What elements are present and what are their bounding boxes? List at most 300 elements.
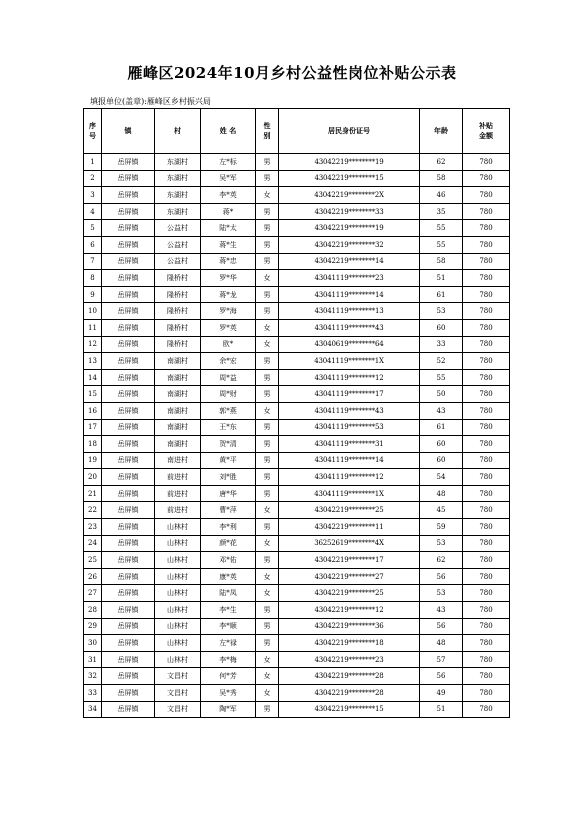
cell-id-number: 43042219********11 <box>279 519 420 536</box>
cell-no: 27 <box>84 585 102 602</box>
table-row <box>84 685 510 702</box>
cell-amount: 780 <box>463 452 510 469</box>
cell-town: 岳屏镇 <box>102 502 155 519</box>
cell-town: 岳屏镇 <box>102 469 155 486</box>
cell-name: 左*标 <box>201 154 256 171</box>
cell-age: 60 <box>420 436 463 453</box>
cell-no: 15 <box>84 386 102 403</box>
cell-name: 周*益 <box>201 369 256 386</box>
cell-age: 55 <box>420 220 463 237</box>
cell-age: 43 <box>420 402 463 419</box>
cell-age: 59 <box>420 519 463 536</box>
cell-sex: 男 <box>256 220 279 237</box>
table-row <box>84 419 510 436</box>
cell-amount: 780 <box>463 253 510 270</box>
table-row <box>84 253 510 270</box>
cell-no: 23 <box>84 519 102 536</box>
cell-village: 山林村 <box>155 568 201 585</box>
cell-age: 56 <box>420 568 463 585</box>
table-row <box>84 270 510 287</box>
cell-age: 53 <box>420 585 463 602</box>
cell-age: 58 <box>420 170 463 187</box>
cell-name: 王*东 <box>201 419 256 436</box>
cell-town: 岳屏镇 <box>102 303 155 320</box>
cell-town: 岳屏镇 <box>102 568 155 585</box>
cell-id-number: 43041119********17 <box>279 386 420 403</box>
cell-sex: 男 <box>256 303 279 320</box>
cell-village: 前进村 <box>155 485 201 502</box>
cell-id-number: 43042219********36 <box>279 618 420 635</box>
reporting-unit: 填报单位(盖章):雁峰区乡村振兴局 <box>90 97 211 106</box>
cell-no: 29 <box>84 618 102 635</box>
cell-village: 东湖村 <box>155 154 201 171</box>
cell-age: 61 <box>420 286 463 303</box>
cell-amount: 780 <box>463 635 510 652</box>
cell-no: 33 <box>84 685 102 702</box>
cell-age: 56 <box>420 668 463 685</box>
cell-sex: 女 <box>256 685 279 702</box>
cell-no: 32 <box>84 668 102 685</box>
cell-age: 52 <box>420 353 463 370</box>
cell-town: 岳屏镇 <box>102 336 155 353</box>
cell-town: 岳屏镇 <box>102 535 155 552</box>
table-row <box>84 154 510 171</box>
cell-name: 陶*军 <box>201 701 256 718</box>
cell-village: 山林村 <box>155 651 201 668</box>
cell-town: 岳屏镇 <box>102 436 155 453</box>
cell-sex: 男 <box>256 353 279 370</box>
page-title: 雁峰区2024年10月乡村公益性岗位补贴公示表 <box>127 64 457 82</box>
cell-amount: 780 <box>463 502 510 519</box>
table-header-row <box>84 109 510 154</box>
table-row <box>84 187 510 204</box>
cell-age: 53 <box>420 535 463 552</box>
cell-village: 南湖村 <box>155 369 201 386</box>
table-row <box>84 502 510 519</box>
cell-amount: 780 <box>463 618 510 635</box>
cell-no: 10 <box>84 303 102 320</box>
cell-age: 55 <box>420 369 463 386</box>
cell-amount: 780 <box>463 170 510 187</box>
table-body <box>84 154 510 718</box>
cell-village: 南湖村 <box>155 419 201 436</box>
cell-id-number: 43041119********12 <box>279 369 420 386</box>
cell-sex: 男 <box>256 203 279 220</box>
cell-name: 曹*萍 <box>201 502 256 519</box>
table-row <box>84 635 510 652</box>
cell-id-number: 43042219********28 <box>279 668 420 685</box>
cell-amount: 780 <box>463 585 510 602</box>
cell-town: 岳屏镇 <box>102 685 155 702</box>
cell-amount: 780 <box>463 187 510 204</box>
cell-town: 岳屏镇 <box>102 452 155 469</box>
cell-amount: 780 <box>463 353 510 370</box>
cell-name: 蒋* <box>201 203 256 220</box>
cell-town: 岳屏镇 <box>102 402 155 419</box>
cell-name: 陆*凤 <box>201 585 256 602</box>
cell-village: 山林村 <box>155 585 201 602</box>
cell-id-number: 43041119********53 <box>279 419 420 436</box>
cell-id-number: 43041119********43 <box>279 319 420 336</box>
cell-age: 43 <box>420 602 463 619</box>
cell-sex: 男 <box>256 602 279 619</box>
cell-town: 岳屏镇 <box>102 585 155 602</box>
cell-name: 康*英 <box>201 568 256 585</box>
header-sex: 性 别 <box>256 109 279 154</box>
cell-name: 蒋*生 <box>201 236 256 253</box>
cell-no: 9 <box>84 286 102 303</box>
cell-amount: 780 <box>463 651 510 668</box>
cell-village: 山林村 <box>155 635 201 652</box>
cell-village: 南进村 <box>155 452 201 469</box>
cell-id-number: 43042219********33 <box>279 203 420 220</box>
cell-sex: 男 <box>256 236 279 253</box>
cell-no: 4 <box>84 203 102 220</box>
cell-name: 吴*秀 <box>201 685 256 702</box>
cell-sex: 男 <box>256 618 279 635</box>
cell-name: 李*顺 <box>201 618 256 635</box>
table-row <box>84 668 510 685</box>
table-row <box>84 452 510 469</box>
cell-sex: 男 <box>256 286 279 303</box>
cell-sex: 男 <box>256 419 279 436</box>
cell-town: 岳屏镇 <box>102 253 155 270</box>
cell-town: 岳屏镇 <box>102 187 155 204</box>
table-row <box>84 618 510 635</box>
header-name: 姓 名 <box>201 109 256 154</box>
cell-village: 前进村 <box>155 502 201 519</box>
cell-town: 岳屏镇 <box>102 170 155 187</box>
cell-sex: 女 <box>256 336 279 353</box>
cell-age: 62 <box>420 552 463 569</box>
cell-town: 岳屏镇 <box>102 618 155 635</box>
cell-town: 岳屏镇 <box>102 635 155 652</box>
cell-no: 16 <box>84 402 102 419</box>
cell-amount: 780 <box>463 469 510 486</box>
cell-id-number: 43042219********15 <box>279 170 420 187</box>
cell-id-number: 43042219********12 <box>279 602 420 619</box>
subsidy-table <box>83 108 510 718</box>
cell-amount: 780 <box>463 436 510 453</box>
cell-village: 隆桥村 <box>155 303 201 320</box>
cell-name: 陆*太 <box>201 220 256 237</box>
cell-no: 12 <box>84 336 102 353</box>
table-row <box>84 701 510 718</box>
cell-sex: 女 <box>256 502 279 519</box>
table-row <box>84 236 510 253</box>
cell-village: 隆桥村 <box>155 286 201 303</box>
cell-name: 贺*清 <box>201 436 256 453</box>
cell-village: 南湖村 <box>155 436 201 453</box>
cell-age: 46 <box>420 187 463 204</box>
cell-name: 蒋*忠 <box>201 253 256 270</box>
cell-id-number: 43040619********64 <box>279 336 420 353</box>
cell-id-number: 43042219********17 <box>279 552 420 569</box>
cell-town: 岳屏镇 <box>102 319 155 336</box>
cell-name: 罗*海 <box>201 303 256 320</box>
cell-no: 2 <box>84 170 102 187</box>
cell-amount: 780 <box>463 303 510 320</box>
cell-name: 吴*军 <box>201 170 256 187</box>
cell-id-number: 43041119********12 <box>279 469 420 486</box>
cell-amount: 780 <box>463 386 510 403</box>
table-row <box>84 353 510 370</box>
cell-town: 岳屏镇 <box>102 270 155 287</box>
cell-no: 25 <box>84 552 102 569</box>
cell-id-number: 43041119********1X <box>279 485 420 502</box>
cell-no: 6 <box>84 236 102 253</box>
cell-no: 3 <box>84 187 102 204</box>
cell-sex: 男 <box>256 253 279 270</box>
cell-village: 隆桥村 <box>155 336 201 353</box>
cell-id-number: 43041119********1X <box>279 353 420 370</box>
cell-no: 22 <box>84 502 102 519</box>
table-row <box>84 469 510 486</box>
cell-village: 南湖村 <box>155 386 201 403</box>
cell-id-number: 43042219********25 <box>279 502 420 519</box>
cell-id-number: 43041119********14 <box>279 286 420 303</box>
table-row <box>84 485 510 502</box>
cell-town: 岳屏镇 <box>102 519 155 536</box>
cell-sex: 男 <box>256 170 279 187</box>
cell-name: 罗*华 <box>201 270 256 287</box>
cell-town: 岳屏镇 <box>102 203 155 220</box>
cell-id-number: 43041119********31 <box>279 436 420 453</box>
cell-id-number: 43042219********32 <box>279 236 420 253</box>
cell-name: 余*宏 <box>201 353 256 370</box>
cell-town: 岳屏镇 <box>102 485 155 502</box>
cell-name: 唐*华 <box>201 485 256 502</box>
cell-amount: 780 <box>463 203 510 220</box>
cell-no: 31 <box>84 651 102 668</box>
cell-age: 48 <box>420 485 463 502</box>
cell-amount: 780 <box>463 701 510 718</box>
table-row <box>84 436 510 453</box>
cell-name: 李*梅 <box>201 651 256 668</box>
cell-sex: 男 <box>256 552 279 569</box>
cell-amount: 780 <box>463 402 510 419</box>
cell-sex: 男 <box>256 436 279 453</box>
cell-village: 公益村 <box>155 220 201 237</box>
table-row <box>84 303 510 320</box>
table-row <box>84 319 510 336</box>
cell-amount: 780 <box>463 220 510 237</box>
cell-id-number: 43041119********13 <box>279 303 420 320</box>
cell-no: 18 <box>84 436 102 453</box>
cell-amount: 780 <box>463 270 510 287</box>
cell-name: 欧* <box>201 336 256 353</box>
cell-amount: 780 <box>463 535 510 552</box>
cell-id-number: 43042219********27 <box>279 568 420 585</box>
cell-id-number: 43042219********25 <box>279 585 420 602</box>
cell-village: 山林村 <box>155 519 201 536</box>
table-row <box>84 535 510 552</box>
cell-sex: 男 <box>256 386 279 403</box>
cell-no: 11 <box>84 319 102 336</box>
cell-no: 28 <box>84 602 102 619</box>
cell-age: 49 <box>420 685 463 702</box>
cell-village: 山林村 <box>155 552 201 569</box>
cell-sex: 女 <box>256 319 279 336</box>
cell-age: 51 <box>420 701 463 718</box>
cell-sex: 男 <box>256 701 279 718</box>
cell-amount: 780 <box>463 485 510 502</box>
cell-sex: 男 <box>256 469 279 486</box>
cell-id-number: 43042219********23 <box>279 651 420 668</box>
table-row <box>84 170 510 187</box>
cell-age: 62 <box>420 154 463 171</box>
header-id-number: 居民身份证号 <box>279 109 420 154</box>
cell-name: 邓*佑 <box>201 552 256 569</box>
cell-village: 南湖村 <box>155 402 201 419</box>
cell-age: 51 <box>420 270 463 287</box>
cell-name: 李*生 <box>201 602 256 619</box>
cell-name: 刘*胜 <box>201 469 256 486</box>
cell-id-number: 43042219********19 <box>279 154 420 171</box>
cell-town: 岳屏镇 <box>102 369 155 386</box>
table-row <box>84 386 510 403</box>
cell-amount: 780 <box>463 369 510 386</box>
cell-town: 岳屏镇 <box>102 668 155 685</box>
cell-age: 53 <box>420 303 463 320</box>
cell-village: 山林村 <box>155 535 201 552</box>
cell-amount: 780 <box>463 668 510 685</box>
cell-no: 7 <box>84 253 102 270</box>
cell-age: 56 <box>420 618 463 635</box>
cell-id-number: 43042219********19 <box>279 220 420 237</box>
cell-age: 48 <box>420 635 463 652</box>
cell-name: 周*财 <box>201 386 256 403</box>
cell-town: 岳屏镇 <box>102 353 155 370</box>
cell-town: 岳屏镇 <box>102 236 155 253</box>
cell-no: 14 <box>84 369 102 386</box>
cell-amount: 780 <box>463 519 510 536</box>
cell-age: 58 <box>420 253 463 270</box>
header-town: 镇 <box>102 109 155 154</box>
cell-village: 东湖村 <box>155 203 201 220</box>
cell-sex: 男 <box>256 485 279 502</box>
table-row <box>84 602 510 619</box>
table-row <box>84 369 510 386</box>
cell-village: 东湖村 <box>155 187 201 204</box>
cell-village: 东湖村 <box>155 170 201 187</box>
cell-village: 公益村 <box>155 236 201 253</box>
cell-sex: 男 <box>256 452 279 469</box>
cell-no: 34 <box>84 701 102 718</box>
table-row <box>84 220 510 237</box>
cell-village: 隆桥村 <box>155 319 201 336</box>
header-no: 序 号 <box>84 109 102 154</box>
table-row <box>84 402 510 419</box>
table-row <box>84 552 510 569</box>
cell-no: 20 <box>84 469 102 486</box>
cell-amount: 780 <box>463 319 510 336</box>
cell-sex: 女 <box>256 187 279 204</box>
cell-town: 岳屏镇 <box>102 701 155 718</box>
cell-age: 55 <box>420 236 463 253</box>
header-village: 村 <box>155 109 201 154</box>
cell-town: 岳屏镇 <box>102 651 155 668</box>
cell-id-number: 36252619********4X <box>279 535 420 552</box>
cell-village: 前进村 <box>155 469 201 486</box>
cell-name: 郭*燕 <box>201 402 256 419</box>
cell-no: 21 <box>84 485 102 502</box>
cell-sex: 男 <box>256 154 279 171</box>
cell-sex: 男 <box>256 635 279 652</box>
cell-no: 26 <box>84 568 102 585</box>
cell-village: 文昌村 <box>155 668 201 685</box>
table-row <box>84 519 510 536</box>
cell-age: 33 <box>420 336 463 353</box>
cell-sex: 女 <box>256 585 279 602</box>
cell-town: 岳屏镇 <box>102 154 155 171</box>
table-row <box>84 585 510 602</box>
cell-sex: 女 <box>256 651 279 668</box>
cell-no: 8 <box>84 270 102 287</box>
header-age: 年龄 <box>420 109 463 154</box>
cell-id-number: 43042219********2X <box>279 187 420 204</box>
cell-id-number: 43042219********14 <box>279 253 420 270</box>
cell-name: 李*英 <box>201 187 256 204</box>
cell-village: 山林村 <box>155 602 201 619</box>
cell-village: 文昌村 <box>155 685 201 702</box>
cell-sex: 男 <box>256 369 279 386</box>
cell-sex: 女 <box>256 402 279 419</box>
cell-village: 南湖村 <box>155 353 201 370</box>
cell-amount: 780 <box>463 154 510 171</box>
cell-no: 30 <box>84 635 102 652</box>
cell-no: 17 <box>84 419 102 436</box>
cell-age: 61 <box>420 419 463 436</box>
cell-village: 隆桥村 <box>155 270 201 287</box>
cell-no: 19 <box>84 452 102 469</box>
cell-sex: 女 <box>256 668 279 685</box>
table-row <box>84 336 510 353</box>
cell-village: 山林村 <box>155 618 201 635</box>
cell-town: 岳屏镇 <box>102 419 155 436</box>
table-row <box>84 286 510 303</box>
table-row <box>84 203 510 220</box>
cell-age: 60 <box>420 452 463 469</box>
cell-amount: 780 <box>463 685 510 702</box>
header-amount: 补贴 金额 <box>463 109 510 154</box>
cell-no: 13 <box>84 353 102 370</box>
cell-name: 李*利 <box>201 519 256 536</box>
cell-name: 颜*花 <box>201 535 256 552</box>
cell-name: 黄*平 <box>201 452 256 469</box>
cell-no: 24 <box>84 535 102 552</box>
cell-id-number: 43041119********43 <box>279 402 420 419</box>
cell-name: 何*芳 <box>201 668 256 685</box>
cell-town: 岳屏镇 <box>102 602 155 619</box>
cell-id-number: 43041119********23 <box>279 270 420 287</box>
cell-amount: 780 <box>463 419 510 436</box>
cell-village: 公益村 <box>155 253 201 270</box>
cell-no: 5 <box>84 220 102 237</box>
cell-town: 岳屏镇 <box>102 220 155 237</box>
cell-town: 岳屏镇 <box>102 386 155 403</box>
cell-sex: 女 <box>256 270 279 287</box>
cell-id-number: 43042219********28 <box>279 685 420 702</box>
cell-name: 罗*英 <box>201 319 256 336</box>
cell-age: 57 <box>420 651 463 668</box>
cell-amount: 780 <box>463 552 510 569</box>
table-row <box>84 568 510 585</box>
cell-amount: 780 <box>463 568 510 585</box>
cell-id-number: 43042219********18 <box>279 635 420 652</box>
cell-id-number: 43041119********14 <box>279 452 420 469</box>
cell-sex: 男 <box>256 519 279 536</box>
